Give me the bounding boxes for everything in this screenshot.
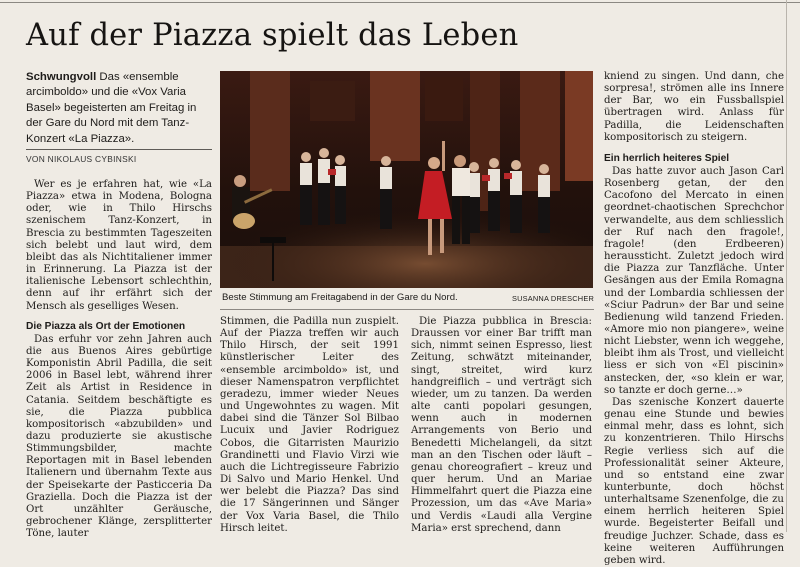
col4-paragraph-3: Das szenische Konzert dauerte genau eine Stunde und bewies einmal mehr, dass es lohnt, sich zu konzentrieren. Thilo Hirschs Regie verliess sich auf die Professionalität seiner Akteure, und so entstand eine zwar kunterbunte, doch höchst unterhaltsame Szenenfolge, die zu einem herrlich heiteren Spiel wurde. Begeisterter Beifall und freudige Juchzer. Schade, dass es keine weiteren Aufführungen geben wird. (604, 396, 784, 566)
byline: VON NIKOLAUS CYBINSKI (26, 154, 137, 164)
caption-text: Beste Stimmung am Freitagabend in der Gare du Nord. (222, 292, 458, 303)
page-edge-rule (786, 0, 787, 532)
col1-paragraph-2: Das erfuhr vor zehn Jahren auch die aus Buenos Aires gebürtige Komponistin Abril Padilla, die seit 2006 in Basel lebt, während ihrer Zeit als Artist in Residence in Catania. Seitdem beschäftigte es sie, die Piazza pubblica kompositorisch «abzubilden» und dazu produzierte sie akustische Stimmungsbilder, machte Reportagen mit in Basel lebenden Italienern und übernahm Texte aus der Speisekarte der Pasticceria Da Graziella. Doch die Piazza ist der Ort unzählter Geräusche, gebrochener Klänge, zersplitterter Töne, lauter (26, 333, 212, 540)
caption-rule (220, 309, 594, 310)
top-rule (0, 2, 800, 3)
article-column-4 (604, 71, 784, 567)
subheading-1: Die Piazza als Ort der Emotionen (26, 320, 186, 332)
photo-caption (222, 292, 594, 304)
subheading-2: Ein herrlich heiteres Spiel (604, 152, 730, 164)
byline-rule (26, 149, 212, 150)
photo-credit: SUSANNA DRESCHER (511, 294, 594, 303)
col4-paragraph-1: kniend zu singen. Und dann, che sorpresa!, strömen alle ins Innere der Bar, wo ein Fussballspiel übertragen wird. Anlass für Padilla, die Leidenschaften kompositorisch zu steigern. (604, 71, 784, 143)
lead-text: Das «ensemble arcimboldo» und die «Vox Varia Basel» begeisterten am Freitag in der Gare du Nord mit dem Tanz-Konzert «La Piazza». (26, 71, 197, 145)
col2-paragraph-1: Stimmen, die Padilla nun zuspielt. Auf der Piazza treffen wir auch Thilo Hirsch, der seit 1991 künstlerischer Leiter des «ensemble arcimboldo» ist, und dieser Namenspatron verpflichtet geradezu, immer wieder Neues und Ungewohntes zu wagen. Mit dabei sind die Tänzer Sol Bilbao Lucuix und Javier Rodriguez Cobos, die Gitarristen Maurizio Grandinetti und Flavio Virzi wie auch die Lichtregisseure Fabrizio Di Salvo und Mario Henkel. Und wer belebt die Piazza? Das sind die 17 Sängerinnen und Sänger der Vox Varia Basel, die Thilo Hirsch leitet. (220, 316, 399, 534)
col1-paragraph-1: Wer es je erfahren hat, wie «La Piazza» etwa in Modena, Bologna oder, wie in Thilo Hirschs szenischem Tanz-Konzert, in Brescia zu bestimmten Tageszeiten sich belebt und laut wird, dem bleibt das als Nichtitaliener immer in Erinnerung. La Piazza ist der italienische Lebensort schlechthin, denn auf ihr erfährt sich der Mensch als geselliges Wesen. (26, 179, 212, 312)
article-photo (220, 71, 593, 288)
lead-paragraph (26, 70, 212, 147)
article-column-3 (411, 316, 592, 535)
article-column-2 (220, 316, 399, 535)
article-column-1 (26, 179, 212, 540)
lead-kicker: Schwungvoll (26, 71, 97, 83)
stage-photo-illustration (220, 71, 593, 288)
col4-paragraph-2: Das hatte zuvor auch Jason Carl Rosenberg getan, der den Cacofono del Mercato in einen geordnet-chaotischen Sprechchor verwandelte, aus dem schliesslich der Ruf nach den fragole!, fragole! (den Erdbeeren) heraussticht. Zuletzt jedoch wird die Piazza zur Tanzfläche. Unter Gesängen aus der Emila Romagna und der Lombardia schliessen der «Sciur Padrun» der Bar und seine Bedienung wild tanzend Frieden. «Amore mio non piangere», weine nicht Liebster, wenn ich weggehe, bleibt ihm als Trost, und vielleicht liess er sich von «El piscinin» anstecken, der, «so klein er war, so tanzte er doch gerne…» (604, 165, 784, 396)
col3-paragraph-1: Die Piazza pubblica in Brescia: Draussen vor einer Bar trifft man sich, nimmt seinen Espresso, liest Zeitung, schwätzt miteinander, singt, streitet, wird kurz handgreiflich – und verträgt sich wieder, um zu tanzen. Da werden alte canti popolari gesungen, wenn auch in modernen Arrangements von Berio und Benedetti Michelangeli, da sitzt man an den Tischen oder läuft – genau choreografiert – kreuz und quer herum. Und an Mariae Himmelfahrt quert die Piazza eine Prozession, um das «Ave Maria» und Verdis «Laudi alla Vergine Maria» erst sprechend, dann (411, 316, 592, 534)
headline: Auf der Piazza spielt das Leben (26, 18, 519, 53)
